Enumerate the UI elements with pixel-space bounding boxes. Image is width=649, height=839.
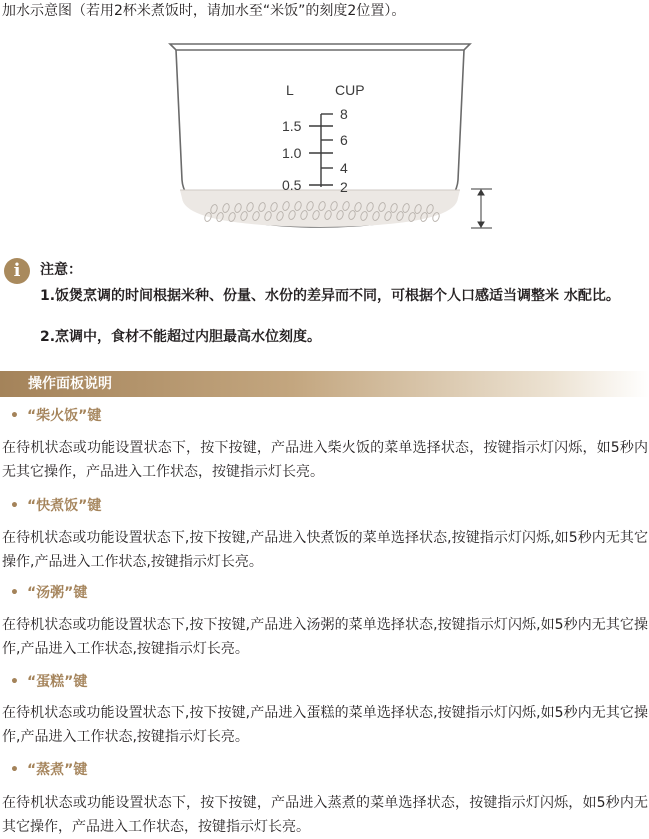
bullet: • [10, 585, 19, 601]
key-description: 在待机状态或功能设置状态下，按下按键，产品进入蒸煮的菜单选择状态，按键指示灯闪烁，如5秒内无其它操作，产品进入工作状态，按键指示灯长亮。 [2, 795, 648, 835]
water-fill [180, 190, 460, 227]
section-header [0, 371, 649, 397]
key-heading [10, 582, 87, 604]
cup-mark: 6 [340, 132, 348, 148]
cup-header: CUP [335, 82, 365, 98]
key-title: “快煮饭”键 [26, 498, 102, 514]
liter-mark: 1.5 [282, 118, 302, 134]
bullet: • [10, 762, 19, 778]
key-heading [10, 671, 87, 693]
bullet: • [10, 498, 19, 514]
key-description: 在待机状态或功能设置状态下，按下按键，产品进入柴火饭的菜单选择状态，按键指示灯闪烁，如5秒内无其它操作，产品进入工作状态，按键指示灯长亮。 [2, 440, 648, 480]
key-title: “柴火饭”键 [26, 408, 102, 424]
note-title: 注意： [40, 262, 82, 278]
key-title: “蒸煮”键 [26, 762, 88, 778]
diagram-caption: 加水示意图（若用2杯米煮饭时，请加水至“米饭”的刻度2位置）。 [2, 3, 406, 19]
section-title: 操作面板说明 [28, 376, 112, 392]
key-description: 在待机状态或功能设置状态下,按下按键,产品进入蛋糕的菜单选择状态,按键指示灯闪烁,如5秒内无其它操作,产品进入工作状态,按键指示灯长亮。 [2, 705, 648, 745]
cup-mark: 4 [340, 160, 348, 176]
liter-mark: 0.5 [282, 177, 302, 193]
info-icon: i [4, 258, 30, 284]
key-heading [10, 759, 87, 781]
bullet: • [10, 408, 19, 424]
cup-mark: 8 [340, 106, 348, 122]
cup-mark: 2 [340, 179, 348, 195]
liter-header: L [286, 82, 294, 98]
water-level-scale [309, 114, 333, 187]
bullet: • [10, 674, 19, 690]
key-heading [10, 405, 101, 427]
inner-pot-water-level-diagram [0, 30, 649, 250]
key-title: “蛋糕”键 [26, 674, 88, 690]
pot-rim [170, 44, 470, 50]
key-description: 在待机状态或功能设置状态下,按下按键,产品进入快煮饭的菜单选择状态,按键指示灯闪烁,如5秒内无其它操作,产品进入工作状态,按键指示灯长亮。 [2, 530, 648, 570]
key-title: “汤粥”键 [26, 585, 88, 601]
key-heading [10, 495, 101, 517]
note-item: 1.饭煲烹调的时间根据米种、份量、水份的差异而不同，可根据个人口感适当调整米 水配比。 [40, 288, 620, 304]
liter-mark: 1.0 [282, 145, 302, 161]
key-description: 在待机状态或功能设置状态下,按下按键,产品进入汤粥的菜单选择状态,按键指示灯闪烁,如5秒内无其它操作,产品进入工作状态,按键指示灯长亮。 [2, 617, 648, 657]
water-depth-indicator [471, 189, 492, 228]
note-item: 2.烹调中，食材不能超过内胆最高水位刻度。 [40, 329, 322, 345]
